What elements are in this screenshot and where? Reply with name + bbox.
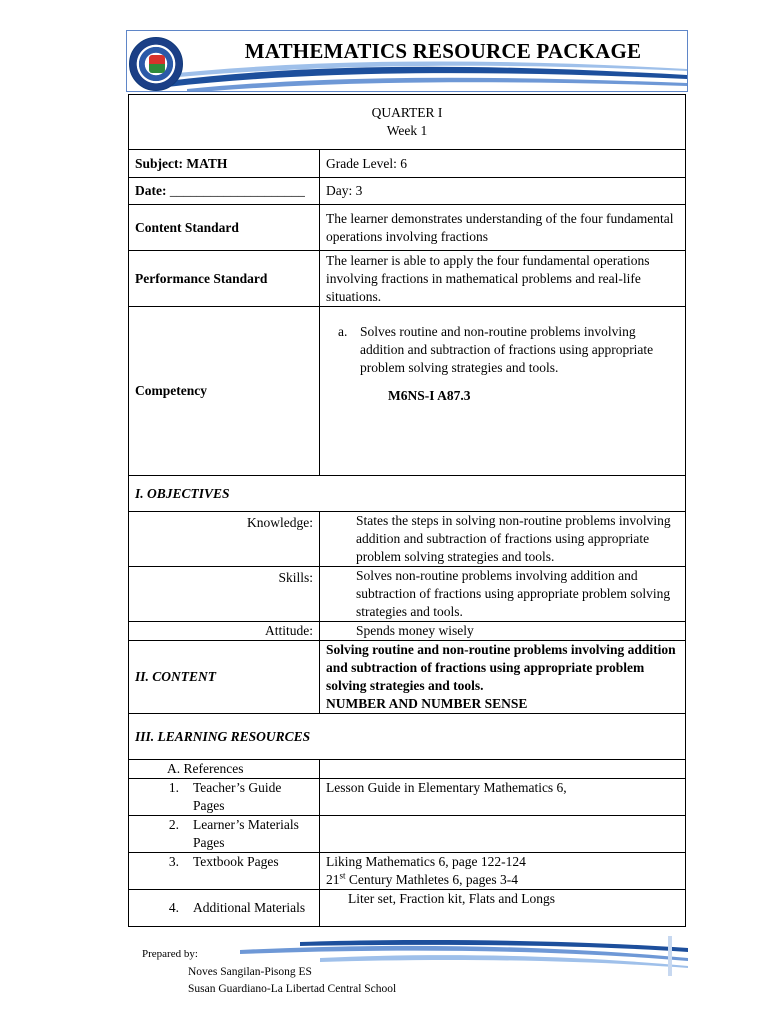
knowledge-row: [129, 512, 686, 567]
date-blank: ____________________: [169, 183, 305, 198]
author-1: Noves Sangilan-Pisong ES: [188, 966, 312, 978]
skills-label: Skills:: [129, 567, 320, 622]
objectives-heading-row: [129, 476, 686, 512]
subject-label: Subject:: [135, 155, 183, 171]
teachers-guide-value: Lesson Guide in Elementary Mathematics 6,: [320, 779, 686, 816]
learners-materials-value: [320, 816, 686, 853]
quarter-row: [129, 95, 686, 150]
learners-materials-row: 2. Learner’s Materials Pages: [129, 816, 686, 853]
grade-level: Grade Level: 6: [320, 150, 686, 178]
teachers-guide-row: 1. Teacher’s Guide Pages Lesson Guide in Elementary Mathematics 6,: [129, 779, 686, 816]
objectives-heading: I. OBJECTIVES: [129, 476, 686, 512]
competency-code: M6NS-I A87.3: [388, 388, 471, 403]
content-heading: II. CONTENT: [129, 641, 320, 714]
content-standard-value: The learner demonstrates understanding of the four fundamental operations involving fractions: [320, 205, 686, 251]
header-banner: [126, 30, 688, 92]
day-label: Day: 3: [320, 178, 686, 205]
skills-row: [129, 567, 686, 622]
quarter-title: QUARTER I: [371, 105, 443, 120]
additional-materials-value: Liter set, Fraction kit, Flats and Longs: [320, 890, 686, 927]
competency-row: [129, 307, 686, 476]
subject-value: MATH: [186, 155, 228, 171]
date-row: [129, 178, 686, 205]
textbook-row: 3. Textbook Pages Liking Mathematics 6, page 122-124 21st Century Mathletes 6, pages 3-4: [129, 853, 686, 890]
references-row: [129, 760, 686, 779]
content-standard-label: Content Standard: [129, 205, 320, 251]
textbook-value-1: Liking Mathematics 6, page 122-124: [326, 854, 526, 869]
competency-label: Competency: [129, 307, 320, 476]
content-row: [129, 641, 686, 714]
performance-standard-label: Performance Standard: [129, 251, 320, 307]
attitude-label: Attitude:: [129, 622, 320, 641]
competency-marker: a.: [338, 324, 348, 339]
content-topic: NUMBER AND NUMBER SENSE: [326, 696, 528, 711]
attitude-row: [129, 622, 686, 641]
resources-heading: III. LEARNING RESOURCES: [129, 714, 686, 760]
competency-text: Solves routine and non-routine problems involving addition and subtraction of fractions using appropriate problem solving strategies and tools.: [360, 324, 654, 375]
performance-standard-value: The learner is able to apply the four fundamental operations involving fractions in mathematical problems and real-life situations.: [320, 251, 686, 307]
author-2: Susan Guardiano-La Libertad Central School: [188, 983, 397, 995]
week-label: Week 1: [386, 123, 428, 138]
knowledge-label: Knowledge:: [129, 512, 320, 567]
performance-standard-row: [129, 251, 686, 307]
subject-row: [129, 150, 686, 178]
knowledge-value: States the steps in solving non-routine problems involving addition and subtraction of fractions using appropriate problem solving strategies and tools.: [320, 512, 686, 567]
textbook-label: Textbook Pages: [193, 854, 279, 869]
prepared-by-label: Prepared by:: [142, 948, 198, 960]
textbook-value-2: 21st Century Mathletes 6, pages 3-4: [326, 870, 518, 887]
attitude-value: Spends money wisely: [320, 622, 686, 641]
skills-value: Solves non-routine problems involving addition and subtraction of fractions using appropriate problem solving strategies and tools.: [320, 567, 686, 622]
lesson-plan-table: [128, 94, 686, 927]
teachers-guide-label: Teacher’s Guide Pages: [193, 780, 282, 813]
additional-materials-label: Additional Materials: [193, 900, 306, 915]
references-label: A. References: [129, 760, 320, 779]
content-value: Solving routine and non-routine problems involving addition and subtraction of fractions using appropriate problem solving strategies and tools.: [326, 642, 676, 693]
deped-seal-logo: [129, 37, 183, 91]
page-title: MATHEMATICS RESOURCE PACKAGE: [244, 39, 642, 63]
resources-heading-row: [129, 714, 686, 760]
content-standard-row: [129, 205, 686, 251]
learners-materials-label: Learner’s Materials Pages: [193, 817, 299, 850]
competency-item: [326, 323, 679, 377]
date-label: Date:: [135, 183, 167, 198]
additional-materials-row: 4. Additional Materials Liter set, Fraction kit, Flats and Longs: [129, 890, 686, 927]
